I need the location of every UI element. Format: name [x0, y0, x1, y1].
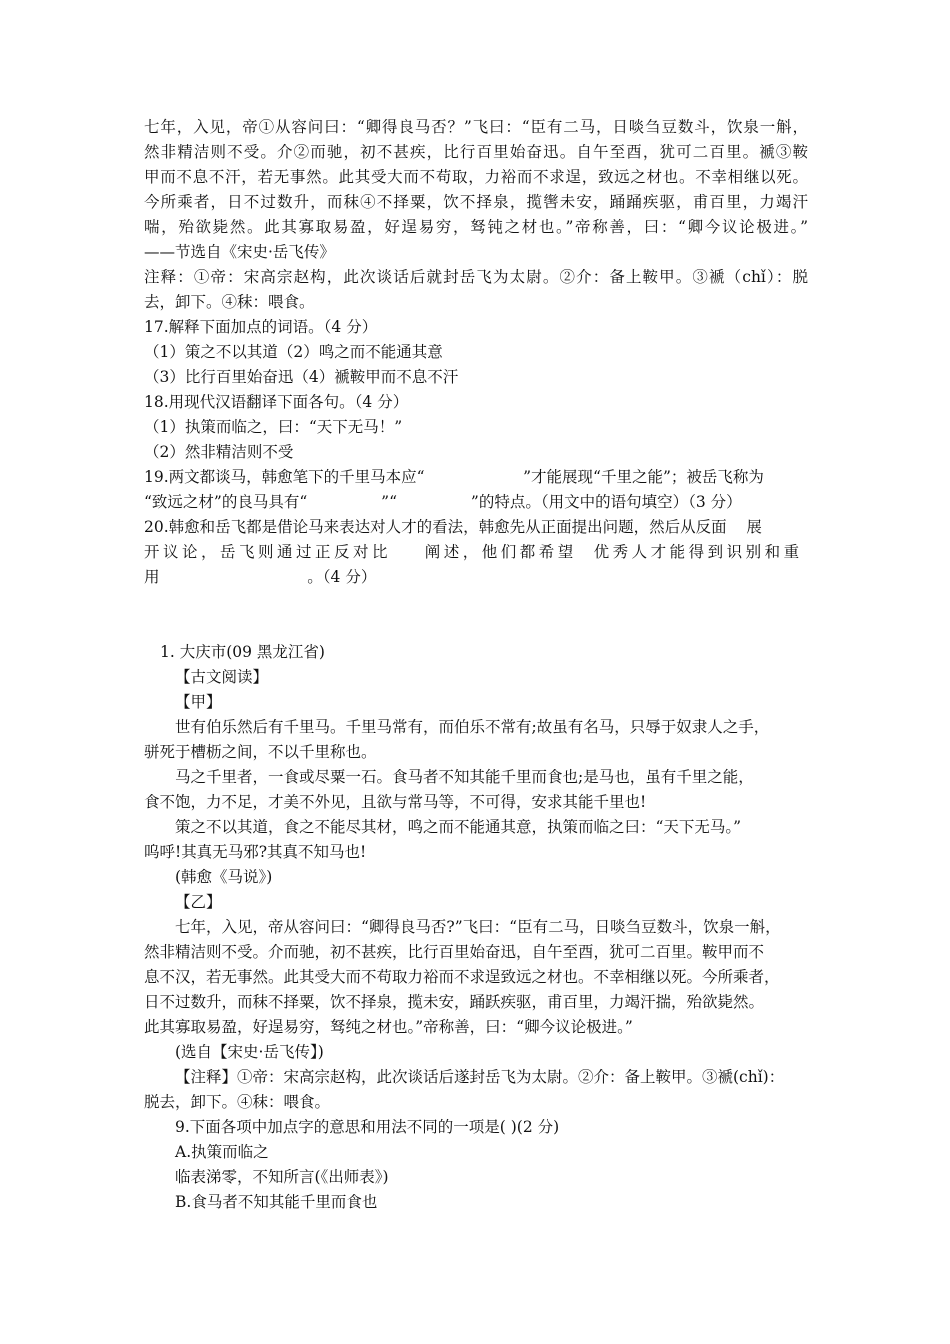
question-19-cont: “致远之材”的良马具有“ ”“ ”的特点。（用文中的语句填空）（3 分）	[144, 493, 742, 511]
passage-line: 日不过数升，而秣不择粟，饮不择泉，揽未安，踊跃疾驱，甫百里，力竭汗揣，殆欲毙然。	[144, 993, 765, 1011]
passage-line: 七年，入见，帝从容问曰：“卿得良马否?”飞曰：“臣有二马，日啖刍豆数斗，饮泉一斛，	[175, 918, 781, 936]
passage-line: 骈死于槽枥之间，不以千里称也。	[144, 743, 377, 761]
question-20: 20.韩愈和岳飞都是借论马来表达对人才的看法，韩愈先从正面提出问题，然后从反面 展	[144, 518, 762, 536]
option-a-ref: 临表涕零，不知所言(《出师表》)	[175, 1168, 389, 1186]
passage-line: 呜呼!其真无马邪?其真不知马也!	[144, 843, 367, 861]
passage-line: 然非精洁则不受。介②而驰，初不甚疾，比行百里始奋迅。自午至酉，犹可二百里。褫③鞍	[144, 143, 808, 161]
source-line: (选自【宋史·岳飞传】)	[175, 1043, 324, 1061]
note-line: 脱去，卸下。④秣：喂食。	[144, 1093, 331, 1111]
passage-line: 然非精洁则不受。介而驰，初不甚疾，比行百里始奋迅，自午至酉，犹可二百里。鞍甲而不	[144, 943, 765, 961]
question-18: 18.用现代汉语翻译下面各句。（4 分）	[144, 393, 409, 411]
question-item: （3）比行百里始奋迅（4）褫鞍甲而不息不汗	[144, 368, 459, 386]
passage-line: 食不饱，力不足，才美不外见，且欲与常马等，不可得，安求其能千里也!	[144, 793, 647, 811]
question-17: 17.解释下面加点的词语。（4 分）	[144, 318, 378, 336]
passage-line: 甲而不息不汗，若无事然。此其受大而不苟取，力裕而不求逞，致远之材也。不幸相继以死。	[144, 168, 808, 186]
passage-line: 今所乘者，日不过数升，而秣④不择粟，饮不择泉，揽辔未安，踊踊疾驱，甫百里，力竭汗	[144, 193, 808, 211]
question-item: （1）策之不以其道（2）鸣之而不能通其意	[144, 343, 443, 361]
note-line: 去，卸下。④秣：喂食。	[144, 293, 315, 311]
passage-line: 七年，入见，帝①从容问曰：“卿得良马否？”飞曰：“臣有二马，日啖刍豆数斗，饮泉一斛，	[144, 118, 808, 136]
note-line: 【注释】①帝：宋高宗赵构，此次谈话后遂封岳飞为太尉。②介：备上鞍甲。③褫(chǐ)：	[175, 1068, 785, 1086]
question-item: （1）执策而临之，曰：“天下无马！”	[144, 418, 403, 436]
passage-line: 此其寡取易盈，好逞易穷，驽纯之材也。”帝称善，曰：“卿今议论极进。”	[144, 1018, 633, 1036]
subsection-title: 【甲】	[175, 693, 222, 711]
source-line: (韩愈《马说》)	[175, 868, 273, 886]
section-title: 【古文阅读】	[175, 668, 269, 686]
option-b: B.食马者不知其能千里而食也	[175, 1193, 378, 1211]
source-line: ——节选自《宋史·岳飞传》	[144, 243, 335, 261]
section-heading: 1. 大庆市(09 黑龙江省)	[160, 643, 325, 661]
passage-line: 息不汉，若无事然。此其受大而不苟取力裕而不求逞致远之材也。不幸相继以死。今所乘者，	[144, 968, 780, 986]
subsection-title: 【乙】	[175, 893, 222, 911]
option-a: A.执策而临之	[175, 1143, 269, 1161]
question-20-cont: 用 。（4 分）	[144, 568, 377, 586]
passage-line: 马之千里者，一食或尽粟一石。食马者不知其能千里而食也;是马也，虽有千里之能，	[175, 768, 754, 786]
passage-line: 策之不以其道，食之不能尽其材，鸣之而不能通其意，执策而临之曰：“天下无马。”	[175, 818, 742, 836]
passage-line: 世有伯乐然后有千里马。千里马常有，而伯乐不常有;故虽有名马，只辱于奴隶人之手，	[175, 718, 770, 736]
question-19: 19.两文都谈马，韩愈笔下的千里马本应“ ”才能展现“千里之能”；被岳飞称为	[144, 468, 764, 486]
question-20-cont: 开议论，岳飞则通过正反对比 阐述，他们都希望 优秀人才能得到识别和重	[144, 543, 803, 561]
note-line: 注释：①帝：宋高宗赵构，此次谈话后就封岳飞为太尉。②介：备上鞍甲。③褫（chǐ）：脱	[144, 268, 808, 286]
question-item: （2）然非精洁则不受	[144, 443, 294, 461]
passage-line: 喘，殆欲毙然。此其寡取易盈，好逞易穷，驽钝之材也。”帝称善，曰：“卿今议论极进。”	[144, 218, 808, 236]
question-9: 9.下面各项中加点字的意思和用法不同的一项是( )(2 分)	[175, 1118, 560, 1136]
